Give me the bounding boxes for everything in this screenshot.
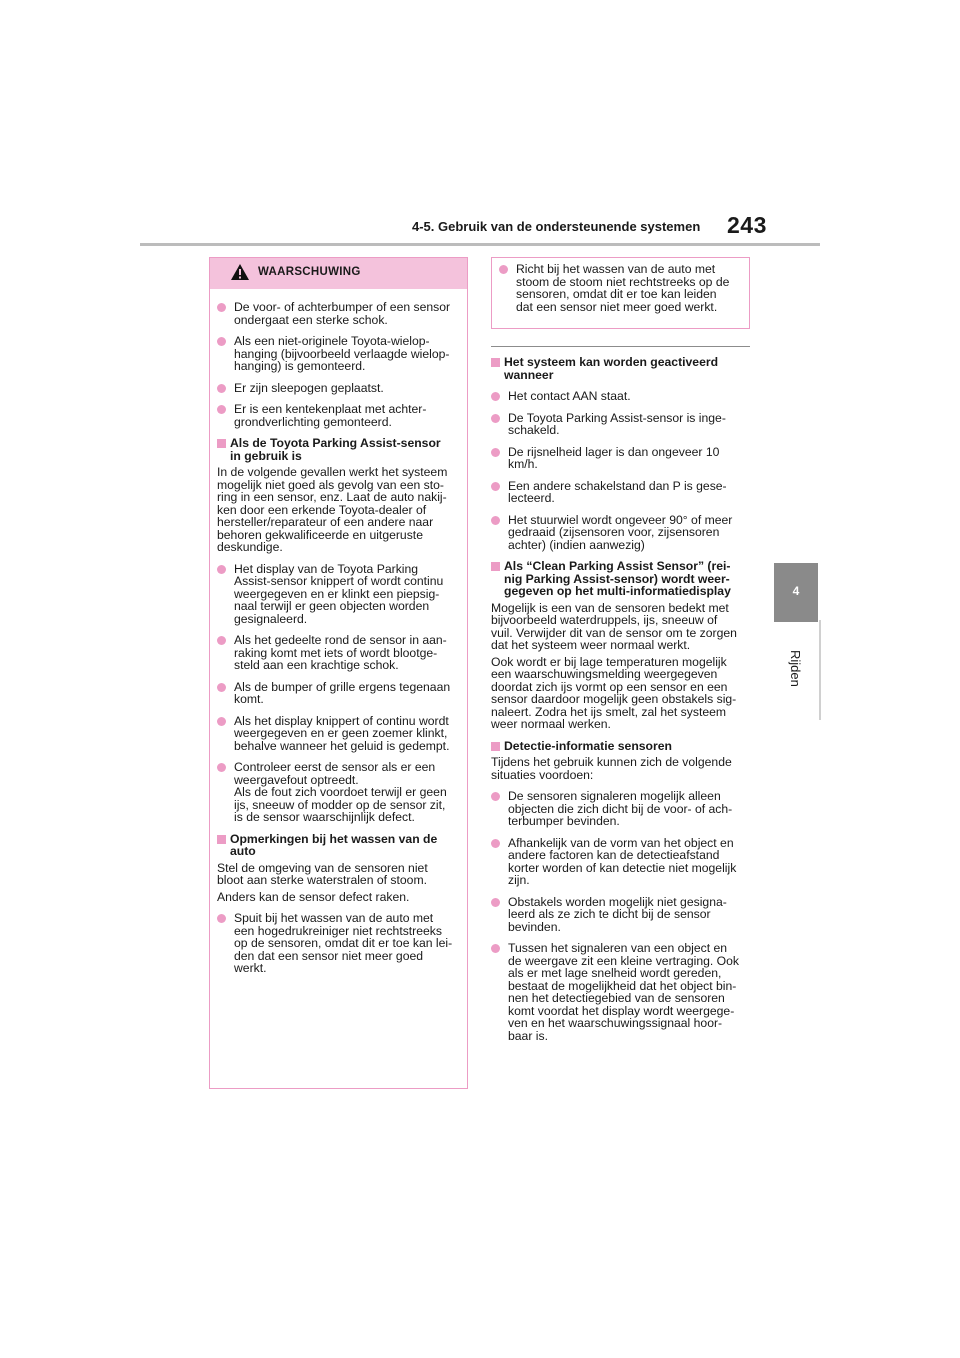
paragraph-text: Anders kan de sensor defect raken. (217, 889, 410, 904)
section-square-icon (217, 835, 226, 844)
bullet-text: Afhankelijk van de vorm van het object en andere factoren kan de detectieafstand korter worden of kan detectie niet mogelijk zijn. (508, 835, 737, 887)
bullet-dot (217, 763, 226, 772)
section-heading (217, 833, 460, 858)
bullet-text: De voor- of achterbumper of een sensor ondergaat een sterke schok. (234, 300, 451, 327)
bullet-text: De Toyota Parking Assist-sensor is inge- schakeld. (508, 410, 726, 437)
section-square-icon (217, 439, 226, 448)
bullet-item (217, 403, 460, 428)
bullet-item (491, 446, 750, 471)
paragraph (217, 862, 460, 887)
bullet-item (491, 412, 750, 437)
warning-triangle-icon (230, 263, 250, 281)
bullet-item (491, 480, 750, 505)
bullet-dot (217, 384, 226, 393)
bullet-dot (217, 717, 226, 726)
paragraph (217, 466, 460, 554)
section-square-icon (491, 742, 500, 751)
paragraph (491, 656, 750, 731)
bullet-dot (491, 944, 500, 953)
bullet-text: Als het display knippert of continu wordt weergegeven en er geen zoemer klinkt, behalve wanneer het geluid is gedempt. (234, 713, 450, 753)
header-title: 4-5. Gebruik van de ondersteunende systemen (412, 219, 701, 234)
section-heading-text: Opmerkingen bij het wassen van de auto (230, 831, 438, 858)
bullet-item (217, 382, 460, 395)
bullet-text: Een andere schakelstand dan P is gese- lecteerd. (508, 478, 727, 505)
warning-header (210, 258, 467, 289)
paragraph (491, 602, 750, 652)
bullet-item (217, 681, 460, 706)
warning-body (210, 289, 467, 975)
section-heading-text: Als “Clean Parking Assist Sensor” (rei- nig Parking Assist-sensor) wordt weer- gegeven op het multi-informatiedisplay (504, 559, 731, 598)
right-column (491, 257, 750, 1042)
bullet-dot (491, 414, 500, 423)
bullet-text: Als de bumper of grille ergens tegenaan komt. (234, 679, 451, 706)
bullet-dot (217, 914, 226, 923)
section-heading-text: Detectie-informatie sensoren (504, 738, 672, 753)
bullet-item (217, 563, 460, 626)
bullet-dot (217, 636, 226, 645)
section-square-icon (491, 562, 500, 571)
bullet-text: Het contact AAN staat. (508, 389, 631, 403)
bullet-dot (217, 405, 226, 414)
section-heading (217, 437, 460, 462)
section-heading (491, 560, 750, 598)
side-rule (819, 620, 821, 720)
section-rule (491, 346, 750, 347)
chapter-label: Rijden (788, 650, 803, 687)
bullet-item (217, 301, 460, 326)
bullet-dot (499, 265, 508, 274)
chapter-tab-number: 4 (792, 584, 800, 598)
bullet-dot (491, 898, 500, 907)
right-body (491, 356, 750, 1042)
paragraph-text: In de volgende gevallen werkt het systeem mogelijk niet goed als gevolg van een sto- ring in een sensor, enz. Laat de auto nakij- ken door een erkende Toyota-dealer of hersteller/reparateur of een andere naar behoren gekwalificeerde en uitgeruste deskundige. (217, 465, 448, 554)
section-heading-text: Het systeem kan worden geactiveerd wanneer (504, 355, 719, 382)
bullet-dot (491, 516, 500, 525)
warning-title: WAARSCHUWING (258, 266, 361, 278)
bullet-item (491, 390, 750, 403)
bullet-dot (217, 565, 226, 574)
bullet-text: Tussen het signaleren van een object en de weergave zit een kleine vertraging. Ook als er met lage snelheid wordt gereden, bestaat de mogelijkheid dat het object bin- nen het detectiegebied van de sensoren komt voordat het display wordt weergege- ven en het waarschuwingssignaal hoor- baar is. (508, 941, 740, 1043)
paragraph-text: Ook wordt er bij lage temperaturen mogelijk een waarschuwingsmelding weergegeven doordat zich ijs vormt op een sensor en een sensor daardoor mogelijk geen obstakels sig- naleert. Zodra het ijs smelt, zal het systeem weer normaal werken. (491, 654, 737, 731)
bullet-text: Spuit bij het wassen van de auto met een hogedrukreiniger niet rechtstreeks op de sensoren, omdat dit er toe kan lei- den dat een sensor niet meer goed werkt. (234, 911, 453, 975)
bullet-item (217, 335, 460, 373)
steam-note-box (491, 257, 750, 329)
header-rule (140, 243, 820, 246)
bullet-dot (217, 303, 226, 312)
bullet-dot (491, 792, 500, 801)
paragraph-text: Stel de omgeving van de sensoren niet bloot aan sterke waterstralen of stoom. (217, 860, 428, 887)
bullet-dot (491, 392, 500, 401)
bullet-text: Obstakels worden mogelijk niet gesigna- leerd als ze zich te dicht bij de sensor bevinden. (508, 894, 727, 934)
bullet-text: Controleer eerst de sensor als er een weergavefout optreedt. Als de fout zich voordoet terwijl er geen ijs, sneeuw of modder op de sensor zit, is de sensor waarschijnlijk defect. (234, 760, 447, 824)
bullet-text: Het stuurwiel wordt ongeveer 90° of meer gedraaid (zijsensoren voor, zijsensoren achter) (indien aanwezig) (508, 512, 733, 552)
bullet-item (217, 634, 460, 672)
bullet-item (491, 942, 750, 1042)
bullet-dot (217, 337, 226, 346)
bullet-dot (491, 448, 500, 457)
section-heading-text: Als de Toyota Parking Assist-sensor in gebruik is (230, 436, 441, 463)
bullet-item (491, 790, 750, 828)
bullet-dot (491, 839, 500, 848)
bullet-text: Er is een kentekenplaat met achter- grondverlichting gemonteerd. (234, 402, 427, 429)
bullet-item (217, 912, 460, 975)
warning-box (209, 257, 468, 1089)
bullet-text: Er zijn sleepogen geplaatst. (234, 380, 384, 395)
bullet-text: De rijsnelheid lager is dan ongeveer 10 km/h. (508, 444, 720, 471)
bullet-item (491, 514, 750, 552)
bullet-text: Het display van de Toyota Parking Assist-sensor knippert of wordt continu weergegeven en er klinkt een piepsig- naal terwijl er geen objecten worden gesignaleerd. (234, 561, 444, 626)
bullet-item (491, 837, 750, 887)
section-square-icon (491, 358, 500, 367)
section-heading (491, 740, 750, 753)
bullet-dot (217, 683, 226, 692)
paragraph (491, 756, 750, 781)
section-heading (491, 356, 750, 381)
bullet-dot (491, 482, 500, 491)
bullet-item (217, 715, 460, 753)
bullet-item (217, 761, 460, 824)
page-number: 243 (727, 212, 767, 238)
paragraph (217, 891, 460, 904)
bullet-item (491, 896, 750, 934)
paragraph-text: Mogelijk is een van de sensoren bedekt met bijvoorbeeld waterdruppels, ijs, sneeuw of vuil. Verwijder dit van de sensor om te zorgen dat het systeem weer normaal werkt. (491, 600, 737, 652)
bullet-text: Als het gedeelte rond de sensor in aan- raking komt met iets of wordt blootge- steld aan een krachtige schok. (234, 633, 447, 672)
steam-note (499, 263, 742, 313)
bullet-text: Als een niet-originele Toyota-wielop- hanging (bijvoorbeeld verlaagde wielop- hanging) is gemonteerd. (234, 334, 450, 373)
steam-note-text: Richt bij het wassen van de auto met stoom de stoom niet rechtstreeks op de sensoren, omdat dit er toe kan leiden dat een sensor niet meer goed werkt. (516, 262, 730, 314)
paragraph-text: Tijdens het gebruik kunnen zich de volgende situaties voordoen: (491, 755, 732, 782)
chapter-tab[interactable] (774, 563, 818, 622)
bullet-text: De sensoren signaleren mogelijk alleen objecten die zich dicht bij de voor- of ach- terbumper bevinden. (508, 789, 733, 828)
